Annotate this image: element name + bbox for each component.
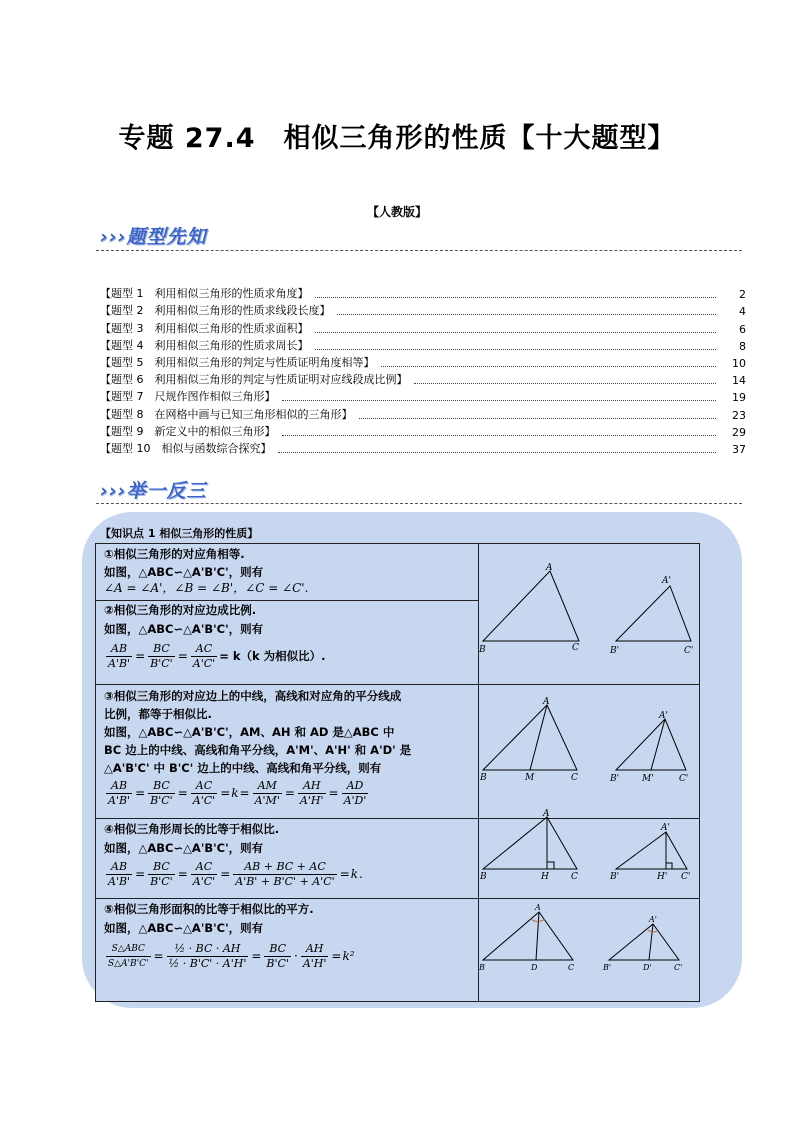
property-3-line: 如图，△ABC∽△A'B'C'，AM、AH 和 AD 是△ABC 中 — [104, 725, 395, 739]
label-b: B — [480, 773, 487, 783]
frac-num: AC — [191, 642, 217, 657]
right-angle-mark — [666, 863, 672, 869]
label-m1: M' — [642, 774, 654, 784]
toc-entry-page: 29 — [732, 425, 746, 439]
triangle-abc — [483, 571, 579, 641]
label-h: H — [541, 872, 549, 882]
label-h1: H' — [657, 872, 668, 882]
label-d1: D' — [643, 963, 652, 972]
toc-entry[interactable] — [100, 370, 746, 387]
practice-section-heading: ›››举一反三 — [100, 480, 207, 502]
toc-entry[interactable] — [100, 318, 746, 335]
right-angle-mark — [547, 862, 554, 869]
label-c1: C' — [681, 872, 691, 882]
property-1-formula: ∠A = ∠A'，∠B = ∠B'，∠C = ∠C'. — [104, 581, 309, 595]
property-2-cell — [96, 600, 478, 685]
label-a: A — [535, 903, 541, 912]
toc-entry-label: 【题型 3 利用相似三角形的性质求面积】 — [100, 321, 309, 335]
ratio-k: k — [350, 867, 359, 881]
frac-den: A'M' — [254, 794, 280, 807]
label-b1: B' — [610, 872, 620, 882]
frac-den: B'C' — [150, 657, 173, 670]
toc-entry-page: 19 — [732, 391, 746, 405]
toc-entry[interactable] — [100, 284, 746, 301]
label-m: M — [525, 773, 535, 783]
label-c: C — [571, 872, 578, 882]
page-title: 专题 27.4 相似三角形的性质【十大题型】 — [118, 123, 676, 154]
label-b: B — [480, 872, 487, 882]
toc-entry[interactable] — [100, 439, 746, 456]
frac-den: A'C' — [192, 794, 216, 807]
label-a: A — [543, 809, 550, 819]
diagram-median — [483, 705, 686, 770]
frac-num: AB — [106, 642, 132, 657]
label-c1: C' — [684, 646, 694, 656]
frac-num: AC — [191, 860, 217, 875]
property-5-formula: $\frac{\text{S△ABC}}{S\triangle A'B'C'}$ = $\frac{\text{½ · BC · AH}}{\text{½ · B'C' · A'H'}}$ = $\frac{BC}{B'C'}$ · $\frac{AH}{A'H'}$ =k² — [108, 942, 355, 970]
frac-den: A'C' — [192, 875, 216, 888]
toc-leader-dots — [282, 435, 717, 436]
toc-leader-dots — [278, 452, 717, 453]
frac-den: A'B' — [108, 875, 131, 888]
property-3-cell — [96, 684, 478, 819]
property-3-line: 比例，都等于相似比. — [104, 707, 212, 721]
property-4-head: ④相似三角形周长的比等于相似比. — [104, 822, 280, 836]
frac-num: AM — [253, 779, 282, 794]
toc-entry-page: 8 — [739, 339, 746, 353]
triangle-abc — [483, 705, 577, 770]
toc-entry[interactable] — [100, 336, 746, 353]
knowledge-title: 【知识点 1 相似三角形的性质】 — [100, 527, 259, 540]
label-b: B — [479, 963, 485, 972]
property-5-head: ⑤相似三角形面积的比等于相似比的平方. — [104, 902, 314, 916]
label-c: C — [568, 963, 575, 972]
toc-leader-dots — [337, 314, 717, 315]
toc-entry[interactable] — [100, 301, 746, 318]
toc-entry-label: 【题型 6 利用相似三角形的判定与性质证明对应线段成比例】 — [100, 373, 408, 387]
frac-num: AH — [298, 779, 326, 794]
triangle-abc — [483, 817, 577, 869]
property-3-head: ③相似三角形的对应边上的中线，高线和对应角的平分线成 — [104, 689, 402, 703]
frac-den: A'B' — [108, 657, 131, 670]
toc-entry-page: 6 — [739, 322, 746, 336]
toc-entry[interactable] — [100, 404, 746, 421]
property-1-line: 如图，△ABC∽△A'B'C'，则有 — [104, 565, 264, 579]
property-5-cell — [96, 898, 478, 1001]
label-a: A — [546, 563, 553, 573]
toc-entry[interactable] — [100, 422, 746, 439]
toc-leader-dots — [315, 349, 717, 350]
ratio-k-squared: k² — [342, 949, 355, 963]
frac-den: S△A'B'C' — [108, 959, 149, 969]
property-4-line: 如图，△ABC∽△A'B'C'，则有 — [104, 841, 264, 855]
frac-den: B'C' — [266, 957, 289, 970]
label-a1: A' — [659, 711, 668, 721]
frac-num: S△ABC — [106, 942, 151, 957]
label-d: D — [531, 963, 538, 972]
diagram-altitude — [483, 817, 687, 869]
frac-den: A'B' + B'C' + A'C' — [235, 875, 335, 888]
label-c1: C' — [674, 963, 683, 972]
property-4-formula: $\frac{AB}{A'B'}$ = $\frac{BC}{B'C'}$ = $\frac{AC}{A'C'}$ = $\frac{AB + BC + AC}{A'B' + B'C' + A'C'}$ =k. — [108, 860, 363, 888]
frac-num: AH — [301, 942, 329, 957]
toc-entry-page: 14 — [732, 374, 746, 388]
label-c: C — [571, 773, 578, 783]
label-c1: C' — [679, 774, 689, 784]
frac-num: AC — [191, 779, 217, 794]
frac-num: ½ · BC · AH — [167, 942, 249, 957]
toc-entry-label: 【题型 1 利用相似三角形的性质求角度】 — [100, 287, 309, 301]
label-a1: A' — [649, 915, 657, 924]
property-2-line: 如图，△ABC∽△A'B'C'，则有 — [104, 622, 264, 636]
knowledge-table — [95, 543, 700, 1002]
frac-num: AB + BC + AC — [233, 860, 336, 875]
frac-den: ½ · B'C' · A'H' — [168, 957, 247, 970]
bisector-a1d1 — [649, 924, 653, 960]
toc-divider — [96, 250, 742, 251]
triangle-a1b1c1 — [609, 924, 679, 960]
toc-entry-label: 【题型 2 利用相似三角形的性质求线段长度】 — [100, 304, 331, 318]
toc-entry-label: 【题型 4 利用相似三角形的性质求周长】 — [100, 338, 309, 352]
ratio-k: k — [231, 786, 239, 800]
triangle-diagrams — [479, 544, 699, 1001]
toc-section-heading: ›››题型先知 — [100, 226, 207, 248]
frac-num: BC — [264, 942, 291, 957]
triangle-abc — [483, 912, 573, 960]
label-b1: B' — [610, 646, 620, 656]
frac-num: BC — [148, 860, 175, 875]
edition-label: 【人教版】 — [366, 205, 427, 219]
frac-den: A'D' — [343, 794, 367, 807]
label-b1: B' — [603, 963, 612, 972]
toc-entry-page: 37 — [732, 442, 746, 456]
bisector-ad — [536, 912, 539, 960]
frac-num: BC — [148, 642, 175, 657]
toc-entry-label: 【题型 5 利用相似三角形的判定与性质证明角度相等】 — [100, 355, 375, 369]
frac-num: BC — [148, 779, 175, 794]
toc-entry[interactable] — [100, 353, 746, 370]
property-3-line: △A'B'C' 中 B'C' 边上的中线、高线和角平分线，则有 — [104, 761, 382, 775]
property-2-head: ②相似三角形的对应边成比例. — [104, 603, 257, 617]
toc-leader-dots — [282, 400, 717, 401]
frac-num: AB — [106, 779, 132, 794]
toc-entry-label: 【题型 8 在网格中画与已知三角形相似的三角形】 — [100, 407, 353, 421]
frac-den: A'H' — [299, 794, 324, 807]
toc-entry-page: 2 — [739, 288, 746, 302]
toc-leader-dots — [315, 297, 717, 298]
toc-entry-page: 4 — [739, 305, 746, 319]
property-3-line: BC 边上的中线、高线和角平分线，A'M'、A'H' 和 A'D' 是 — [104, 743, 412, 757]
toc-leader-dots — [359, 418, 717, 419]
similarity-ratio-text: = k（k 为相似比）. — [219, 649, 326, 663]
label-b: B — [479, 645, 486, 655]
property-2-formula: $\frac{AB}{A'B'}$ = $\frac{BC}{B'C'}$ = $\frac{AC}{A'C'}$ = k（k 为相似比）. — [108, 642, 326, 670]
toc-entry-label: 【题型 9 新定义中的相似三角形】 — [100, 424, 276, 438]
frac-num: AB — [106, 860, 132, 875]
toc-leader-dots — [414, 383, 717, 384]
label-b1: B' — [610, 774, 620, 784]
frac-den: A'B' — [108, 794, 131, 807]
triangle-a1b1c1 — [616, 586, 691, 641]
property-4-cell — [96, 818, 478, 899]
toc-entry-page: 23 — [732, 408, 746, 422]
toc-leader-dots — [381, 366, 717, 367]
property-1-cell — [96, 544, 478, 601]
label-a1: A' — [661, 823, 670, 833]
toc-leader-dots — [315, 332, 717, 333]
practice-divider — [96, 503, 742, 504]
frac-den: B'C' — [150, 875, 173, 888]
property-1-head: ①相似三角形的对应角相等. — [104, 547, 245, 561]
label-a1: A' — [662, 576, 671, 586]
frac-den: B'C' — [150, 794, 173, 807]
toc-entry-page: 10 — [732, 356, 746, 370]
frac-den: A'C' — [192, 657, 216, 670]
toc-entry-label: 【题型 10 相似与函数综合探究】 — [100, 441, 272, 455]
frac-den: A'H' — [302, 957, 327, 970]
label-c: C — [572, 643, 579, 653]
frac-num: AD — [342, 779, 369, 794]
label-a: A — [543, 697, 550, 707]
triangle-a1b1c1 — [616, 832, 687, 869]
table-of-contents — [100, 284, 746, 456]
toc-entry-label: 【题型 7 尺规作图作相似三角形】 — [100, 390, 276, 404]
diagram-angles — [483, 571, 691, 641]
triangle-a1b1c1 — [616, 719, 686, 770]
median-am — [530, 705, 547, 770]
toc-entry[interactable] — [100, 387, 746, 404]
property-3-formula: $\frac{AB}{A'B'}$ = $\frac{BC}{B'C'}$ = $\frac{AC}{A'C'}$ =k= $\frac{AM}{A'M'}$ = $\frac{AH}{A'H'}$ = $\frac{AD}{A'D'}$ — [108, 779, 367, 807]
property-5-line: 如图，△ABC∽△A'B'C'，则有 — [104, 921, 264, 935]
